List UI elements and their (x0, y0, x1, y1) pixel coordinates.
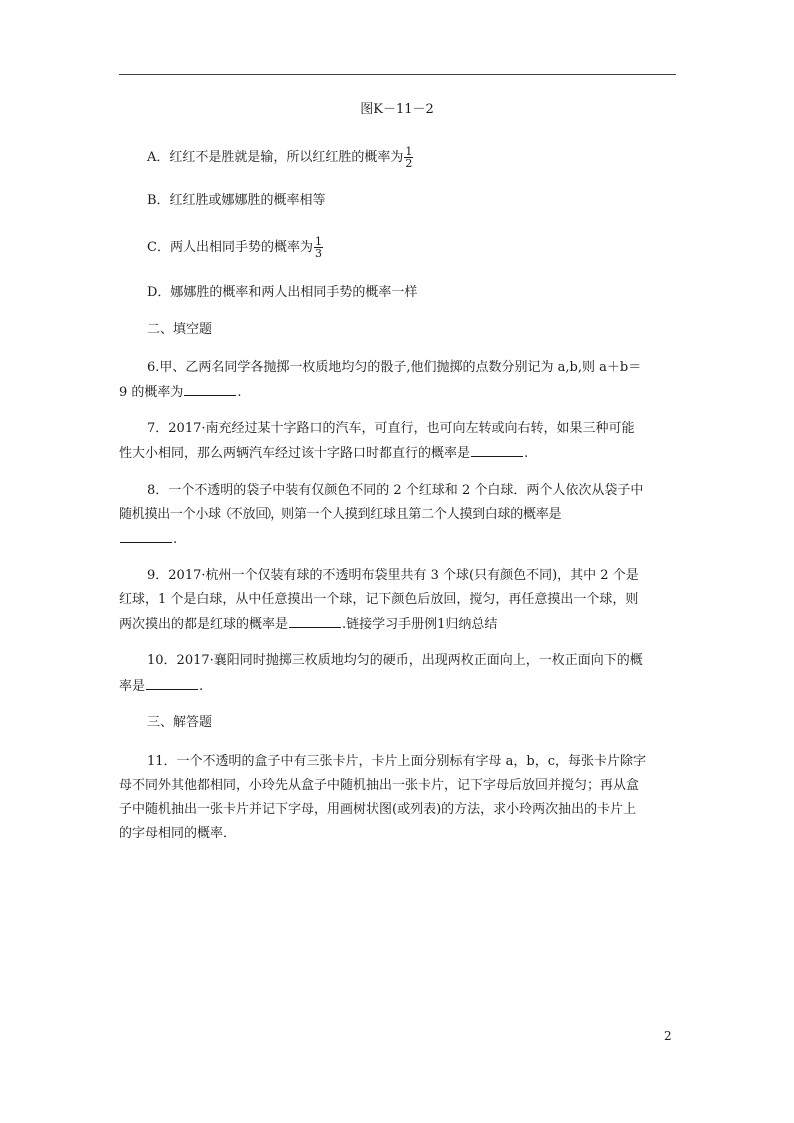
page-number: 2 (664, 1029, 672, 1043)
question-9-line-1: 9．2017·杭州一个仅装有球的不透明布袋里共有 3 个球(只有颜色不同)，其中 2 个是 (147, 568, 639, 583)
option-c (147, 236, 323, 259)
fraction-one-third: $\frac{1}{3}$ (314, 235, 322, 260)
header-rule (119, 74, 676, 75)
option-a (147, 146, 413, 169)
question-8-line-3: . (119, 530, 177, 549)
question-6-line-1: 6.甲、乙两名同学各抛掷一枚质地均匀的骰子,他们抛掷的点数分别记为 a,b,则 a＋b＝ (147, 360, 642, 375)
answer-blank[interactable] (471, 444, 523, 457)
answer-blank[interactable] (120, 530, 172, 543)
question-7-line-1: 7．2017·南充经过某十字路口的汽车，可直行，也可向左转或向右转，如果三种可能 (147, 421, 635, 436)
question-6-line-2: 9 的概率为 . (119, 385, 242, 400)
answer-blank[interactable] (184, 383, 236, 396)
option-d: D．娜娜胜的概率和两人出相同手势的概率一样 (147, 285, 418, 300)
question-8-line-2: 随 机 摸 出 一 个 小 球（不 放 回），则 第 一 个 人 摸 到 红 球 且 第 二 个 人 摸 到 白 球 的 概 率 是 (119, 507, 560, 522)
question-8-line-1: 8．一个不透明的袋子中装有仅颜色不同的 2 个红球和 2 个白球．两个人依次从袋子中 (147, 483, 644, 498)
section-heading-fill-blank: 二、填空题 (147, 322, 213, 337)
option-c-text: C．两人出相同手势的概率为 (147, 240, 313, 255)
figure-caption: 图K－11－2 (360, 102, 434, 117)
question-11-line-1: 11．一个不透明的盒子中有三张卡片，卡片上面分别标有字母 a，b，c，每张卡片除字 (147, 754, 647, 769)
option-a-text: A．红红不是胜就是输，所以红红胜的概率为 (147, 150, 404, 165)
question-7-line-2: 性大小相同，那么两辆汽车经过该十字路口时都直行的概率是 . (119, 446, 529, 461)
question-11-line-3: 子中随机抽出一张卡片并记下字母，用画树状图(或列表)的方法，求小玲两次抽出的卡片上 (119, 802, 637, 817)
fraction-one-half: $\frac{1}{2}$ (405, 145, 413, 170)
question-10-line-2: 率是 . (119, 679, 204, 694)
section-heading-solve: 三、解答题 (147, 715, 213, 730)
question-9-line-3: 两次摸出的都是红球的概率是 .链接学习手册例1归纳总结 (119, 617, 498, 632)
question-9-line-2: 红球，1 个是白球，从中任意摸出一个球，记下颜色后放回，搅匀，再任意摸出一个球，则 (119, 592, 639, 607)
answer-blank[interactable] (146, 677, 198, 690)
question-11-line-2: 母不同外其他都相同，小玲先从盒子中随机抽出一张卡片，记下字母后放回并搅匀；再从盒 (119, 778, 640, 793)
question-10-line-1: 10．2017·襄阳同时抛掷三枚质地均匀的硬币，出现两枚正面向上，一枚正面向下的概 (147, 653, 643, 668)
question-11-line-4: 的字母相同的概率． (119, 826, 237, 841)
option-b: B．红红胜或娜娜胜的概率相等 (147, 193, 326, 208)
answer-blank[interactable] (289, 615, 341, 628)
